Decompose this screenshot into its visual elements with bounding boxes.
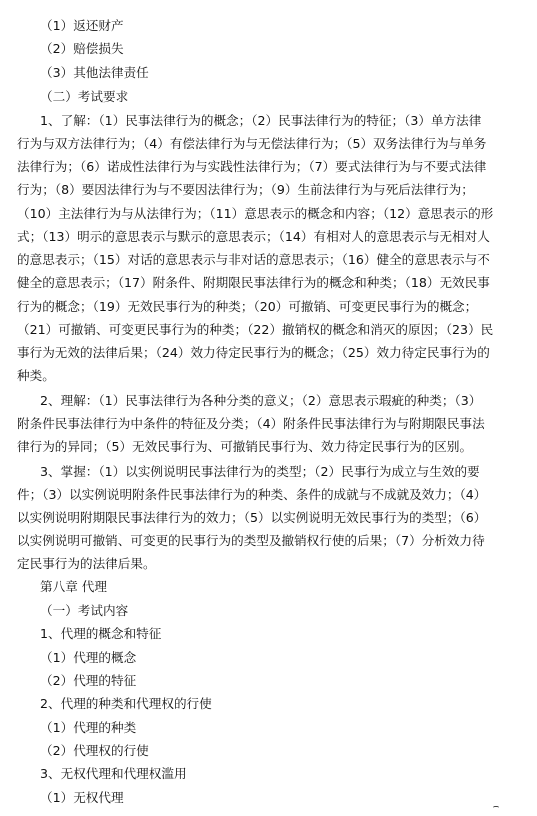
- paragraph-1-line: 种类。: [17, 368, 55, 383]
- paragraph-1-line: 法律行为；（6）诺成性法律行为与实践性法律行为；（7）要式法律行为与不要式法律: [17, 159, 487, 174]
- paragraph-1-line: 行为的概念；（19）无效民事行为的种类；（20）可撤销、可变更民事行为的概念；: [17, 299, 478, 314]
- paragraph-2-line: 2、理解：（1）民事法律行为各种分类的意义；（2）意思表示瑕疵的种类；（3）: [40, 393, 482, 408]
- outline-item: 1、代理的概念和特征: [40, 626, 162, 641]
- outline-item: 3、无权代理和代理权滥用: [40, 766, 187, 781]
- paragraph-3-line: 3、掌握：（1）以实例说明民事法律行为的类型；（2）民事行为成立与生效的要: [40, 464, 480, 479]
- outline-item: （1）无权代理: [40, 790, 124, 805]
- paragraph-2-line: 附条件民事法律行为中条件的特征及分类；（4）附条件民事法律行为与附期限民事法: [17, 416, 485, 431]
- list-item-compensate-loss: （2）赔偿损失: [40, 41, 124, 56]
- outline-item: （2）代理的特征: [40, 673, 137, 688]
- exam-requirements-heading: （二）考试要求: [40, 89, 129, 104]
- outline-item: 2、代理的种类和代理权的行使: [40, 696, 212, 711]
- paragraph-1-line: 1、了解：（1）民事法律行为的概念；（2）民事法律行为的特征；（3）单方法律: [40, 113, 482, 128]
- page-corner-mark: [493, 806, 499, 810]
- paragraph-1-line: 式；（13）明示的意思表示与默示的意思表示；（14）有相对人的意思表示与无相对人: [17, 229, 490, 244]
- paragraph-1-line: （10）主法律行为与从法律行为；（11）意思表示的概念和内容；（12）意思表示的形: [17, 206, 494, 221]
- outline-item: （1）代理的种类: [40, 720, 137, 735]
- paragraph-1-line: 行为；（8）要因法律行为与不要因法律行为；（9）生前法律行为与死后法律行为；: [17, 182, 474, 197]
- paragraph-3-line: 以实例说明附期限民事法律行为的效力；（5）以实例说明无效民事行为的类型；（6）: [17, 510, 487, 525]
- paragraph-1-line: 的意思表示；（15）对话的意思表示与非对话的意思表示；（16）健全的意思表示与不: [17, 252, 490, 267]
- paragraph-1-line: （21）可撤销、可变更民事行为的种类；（22）撤销权的概念和消灭的原因；（23）民: [17, 322, 494, 337]
- list-item-return-property: （1）返还财产: [40, 18, 124, 33]
- paragraph-3-line: 定民事行为的法律后果。: [17, 556, 156, 571]
- outline-item: （1）代理的概念: [40, 650, 137, 665]
- paragraph-1-line: 健全的意思表示；（17）附条件、附期限民事法律行为的概念和种类；（18）无效民事: [17, 275, 490, 290]
- paragraph-1-line: 行为与双方法律行为；（4）有偿法律行为与无偿法律行为；（5）双务法律行为与单务: [17, 136, 487, 151]
- paragraph-3-line: 以实例说明可撤销、可变更的民事行为的类型及撤销权行使的后果；（7）分析效力待: [17, 533, 485, 548]
- paragraph-2-line: 律行为的异同；（5）无效民事行为、可撤销民事行为、效力待定民事行为的区别。: [17, 439, 473, 454]
- paragraph-1-line: 事行为无效的法律后果；（24）效力待定民事行为的概念；（25）效力待定民事行为的: [17, 345, 490, 360]
- exam-content-heading: （一）考试内容: [40, 603, 129, 618]
- outline-item: （2）代理权的行使: [40, 743, 149, 758]
- paragraph-3-line: 件；（3）以实例说明附条件民事法律行为的种类、条件的成就与不成就及效力；（4）: [17, 487, 487, 502]
- chapter-title: 第八章 代理: [40, 579, 107, 594]
- list-item-other-liability: （3）其他法律责任: [40, 65, 149, 80]
